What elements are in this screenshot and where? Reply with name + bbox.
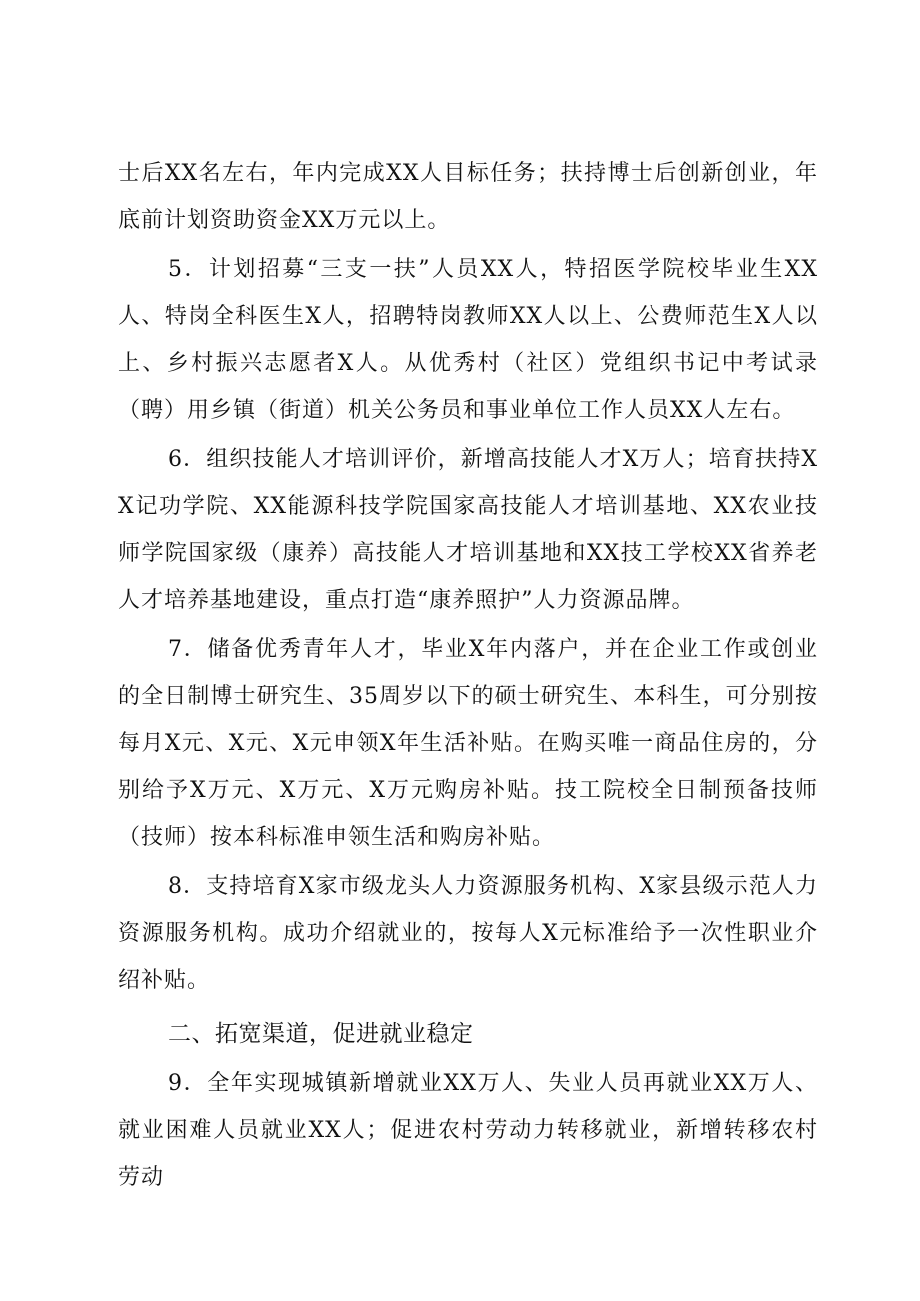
section-heading: 二、拓宽渠道，促进就业稳定 — [168, 1021, 474, 1047]
paragraph-item-6: 6．组织技能人才培训评价，新增高技能人才X万人；培育扶持XX记功学院、XX能源科技学院国家高技能人才培训基地、XX农业技师学院国家级（康养）高技能人才培训基地和XX技工学校XX省养老人才培养基地建设，重点打造“康养照护”人力资源品牌。 — [118, 447, 818, 613]
paragraph-continued: 士后XX名左右，年内完成XX人目标任务；扶持博士后创新创业，年底前计划资助资金XX万元以上。 — [118, 161, 818, 233]
document-body — [118, 150, 818, 1201]
paragraph-item-8: 8．支持培育X家市级龙头人力资源服务机构、X家县级示范人力资源服务机构。成功介绍就业的，按每人X元标准给予一次性职业介绍补贴。 — [118, 874, 818, 993]
paragraph-item-7: 7．储备优秀青年人才，毕业X年内落户，并在企业工作或创业的全日制博士研究生、35周岁以下的硕士研究生、本科生，可分别按每月X元、X元、X元申领X年生活补贴。在购买唯一商品住房的，分别给予X万元、X万元、X万元购房补贴。技工院校全日制预备技师（技师）按本科标准申领生活和购房补贴。 — [118, 637, 818, 850]
paragraph-item-9: 9．全年实现城镇新增就业XX万人、失业人员再就业XX万人、就业困难人员就业XX人；促进农村劳动力转移就业，新增转移农村劳动 — [118, 1071, 818, 1190]
paragraph-item-5: 5．计划招募“三支一扶”人员XX人，特招医学院校毕业生XX人、特岗全科医生X人，招聘特岗教师XX人以上、公费师范生X人以上、乡村振兴志愿者X人。从优秀村（社区）党组织书记中考试录（聘）用乡镇（街道）机关公务员和事业单位工作人员XX人左右。 — [118, 257, 818, 423]
